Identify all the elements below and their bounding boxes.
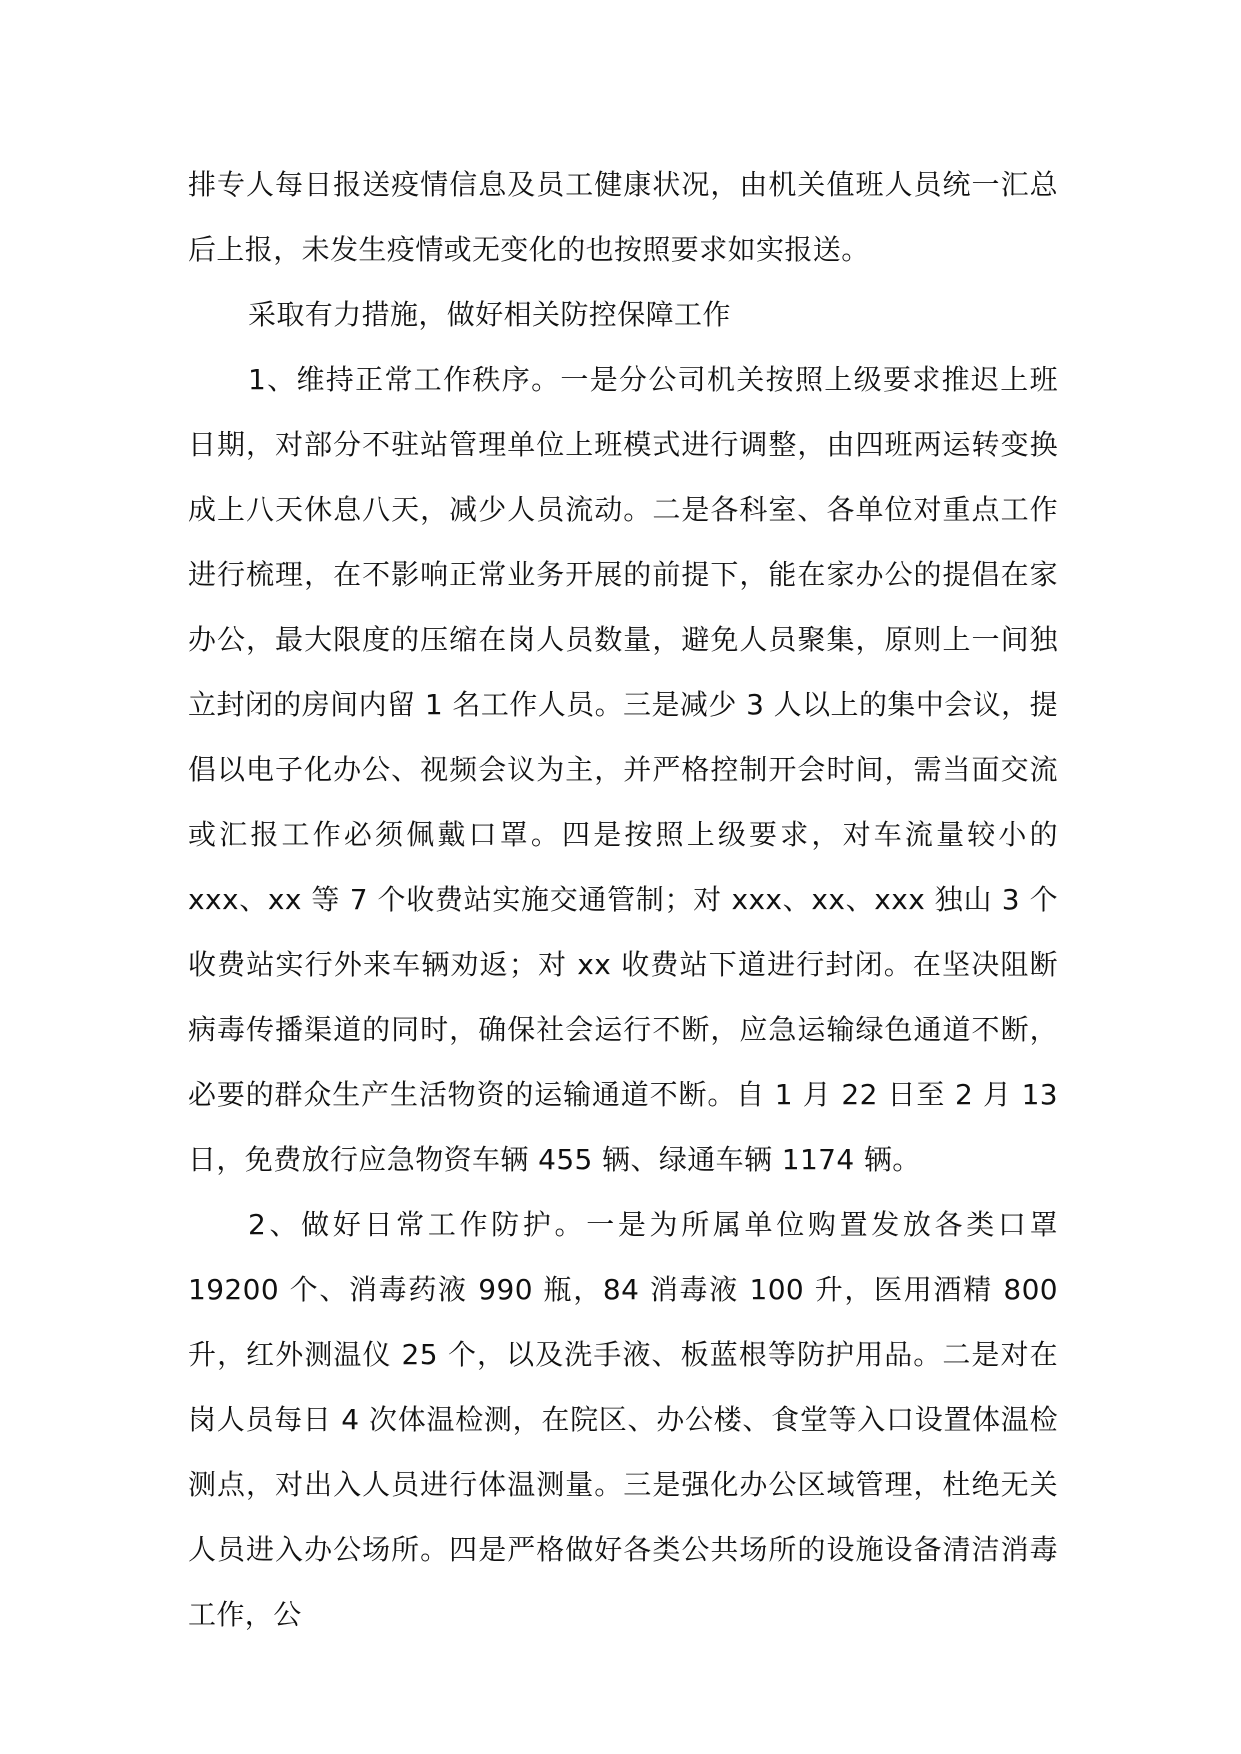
section-heading-measures: 采取有力措施，做好相关防控保障工作 xyxy=(248,298,731,331)
paragraph-reporting: 排专人每日报送疫情信息及员工健康状况，由机关值班人员统一汇总后上报，未发生疫情或无变化的也按照要求如实报送。 xyxy=(188,168,1058,266)
paragraph-work-order: 1、维持正常工作秩序。一是分公司机关按照上级要求推迟上班日期，对部分不驻站管理单位上班模式进行调整，由四班两运转变换成上八天休息八天，减少人员流动。二是各科室、各单位对重点工作进行梳理，在不影响正常业务开展的前提下，能在家办公的提倡在家办公，最大限度的压缩在岗人员数量，避免人员聚集，原则上一间独立封闭的房间内留 1 名工作人员。三是减少 3 人以上的集中会议，提倡以电子化办公、视频会议为主，并严格控制开会时间，需当面交流或汇报工作必须佩戴口罩。四是按照上级要求，对车流量较小的 xxx、xx 等 7 个收费站实施交通管制；对 xxx、xx、xxx 独山 3 个收费站实行外来车辆劝返；对 xx 收费站下道进行封闭。在坚决阻断病毒传播渠道的同时，确保社会运行不断，应急运输绿色通道不断，必要的群众生产生活物资的运输通道不断。自 1 月 22 日至 2 月 13 日，免费放行应急物资车辆 455 辆、绿通车辆 1174 辆。 xyxy=(188,363,1058,1176)
document-body xyxy=(188,152,1058,1647)
paragraph-daily-protection: 2、做好日常工作防护。一是为所属单位购置发放各类口罩 19200 个、消毒药液 990 瓶，84 消毒液 100 升，医用酒精 800 升，红外测温仪 25 个，以及洗手液、板蓝根等防护用品。二是对在岗人员每日 4 次体温检测，在院区、办公楼、食堂等入口设置体温检测点，对出入人员进行体温测量。三是强化办公区域管理，杜绝无关人员进入办公场所。四是严格做好各类公共场所的设施设备清洁消毒工作，公 xyxy=(188,1208,1058,1631)
